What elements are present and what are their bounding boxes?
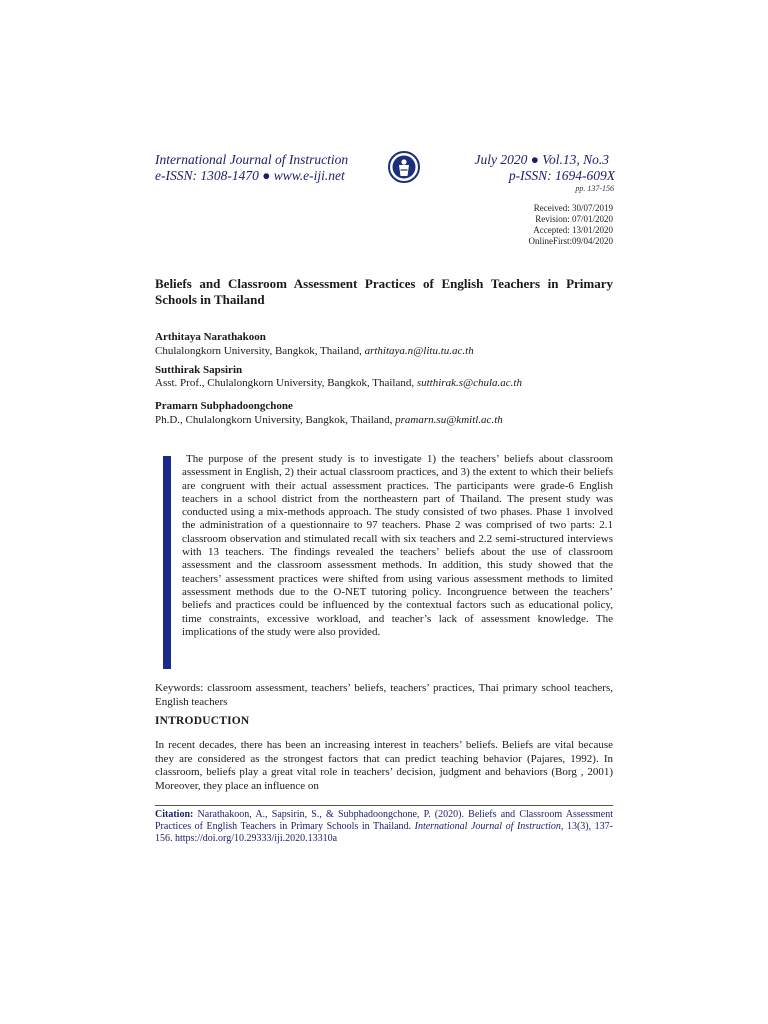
footer-divider (155, 805, 613, 806)
author-email[interactable]: pramarn.su@kmitl.ac.th (395, 414, 503, 426)
author-affiliation (155, 414, 503, 426)
affiliation-text: Chulalongkorn University, Bangkok, Thailand, (155, 345, 365, 357)
eissn-line: e-ISSN: 1308-1470 ● www.e-iji.net (155, 168, 345, 183)
affiliation-text: Ph.D., Chulalongkorn University, Bangkok, Thailand, (155, 414, 396, 426)
keywords: Keywords: classroom assessment, teachers’ beliefs, teachers’ practices, Thai primary school teachers, English teachers (155, 682, 613, 708)
citation-volume-pages: , 13(3), 137-156. (155, 821, 614, 844)
accepted-date: Accepted: 13/01/2020 (533, 225, 613, 235)
section-heading-introduction: INTRODUCTION (155, 715, 250, 727)
author-email[interactable]: arthitaya.n@litu.tu.ac.th (364, 345, 474, 357)
abstract-text: The purpose of the present study is to investigate 1) the teachers’ beliefs about classroom assessment in English, 2) their actual classroom practices, and 3) the extent to which their beliefs are congruent with their actual assessment practices. The participants were grade-6 English teachers in a school district from the northeastern part of Thailand. The present study was conducted using a mix-methods approach. The study consisted of two phases. Phase 1 involved the administration of a questionnaire to 97 teachers. Phase 2 was comprised of two parts: 2.1 classroom observation and stimulated recall with six teachers and 2.2 semi-structured interviews with 13 teachers. The findings revealed the teachers’ beliefs about the use of classroom assessment and the classroom assessment methods. In addition, this study showed that the teachers’ assessment practices were shifted from using various assessment methods to limited assessment methods due to the O-NET tutoring policy. Incongruence between the teachers’ beliefs and practices could be influenced by the contextual factors such as educational policy, time constraints, excessive workload, and teacher’s lack of assessment knowledge. The implications of the study were also provided. (182, 453, 613, 638)
introduction-paragraph: In recent decades, there has been an increasing interest in teachers’ beliefs. Beliefs are vital because they are considered as the strongest factors that can predict teaching behavior (Pajares, 1992). In classroom, beliefs play a great vital role in teachers’ decision, judgment and behaviors (Borg , 2001) Moreover, they place an influence on (155, 739, 613, 792)
paper-title: Beliefs and Classroom Assessment Practices of English Teachers in Primary Schools in Thailand (155, 276, 613, 307)
pissn-line: p-ISSN: 1694-609X (508, 168, 615, 183)
submission-dates (528, 203, 613, 247)
affiliation-text: Asst. Prof., Chulalongkorn University, Bangkok, Thailand, (155, 377, 417, 389)
page-range: pp. 137-156 (575, 184, 614, 193)
citation-label: Citation: (155, 809, 194, 820)
author-name: Sutthirak Sapsirin (155, 364, 243, 376)
author-email[interactable]: sutthirak.s@chula.ac.th (416, 377, 522, 389)
author-name: Pramarn Subphadoongchone (155, 400, 293, 412)
issue-info: July 2020 ● Vol.13, No.3 (474, 152, 609, 167)
citation-journal: International Journal of Instruction (414, 821, 561, 832)
received-date: Received: 30/07/2019 (533, 203, 613, 213)
journal-title: International Journal of Instruction (155, 152, 349, 167)
journal-logo-icon (388, 151, 420, 183)
citation-block (155, 809, 613, 845)
abstract-accent-bar (163, 456, 171, 669)
citation-authors-title: Narathakoon, A., Sapsirin, S., & Subphadoongchone, P. (2020). Beliefs and Classroom Assessment Practices of English Teachers in Primary Schools in Thailand. (155, 809, 613, 832)
author-affiliation (155, 345, 474, 357)
revision-date: Revision: 07/01/2020 (535, 214, 613, 224)
author-name: Arthitaya Narathakoon (155, 331, 266, 343)
onlinefirst-date: OnlineFirst:09/04/2020 (528, 236, 613, 246)
citation-doi-link[interactable]: https://doi.org/10.29333/iji.2020.13310a (175, 833, 338, 844)
author-affiliation (155, 377, 522, 389)
